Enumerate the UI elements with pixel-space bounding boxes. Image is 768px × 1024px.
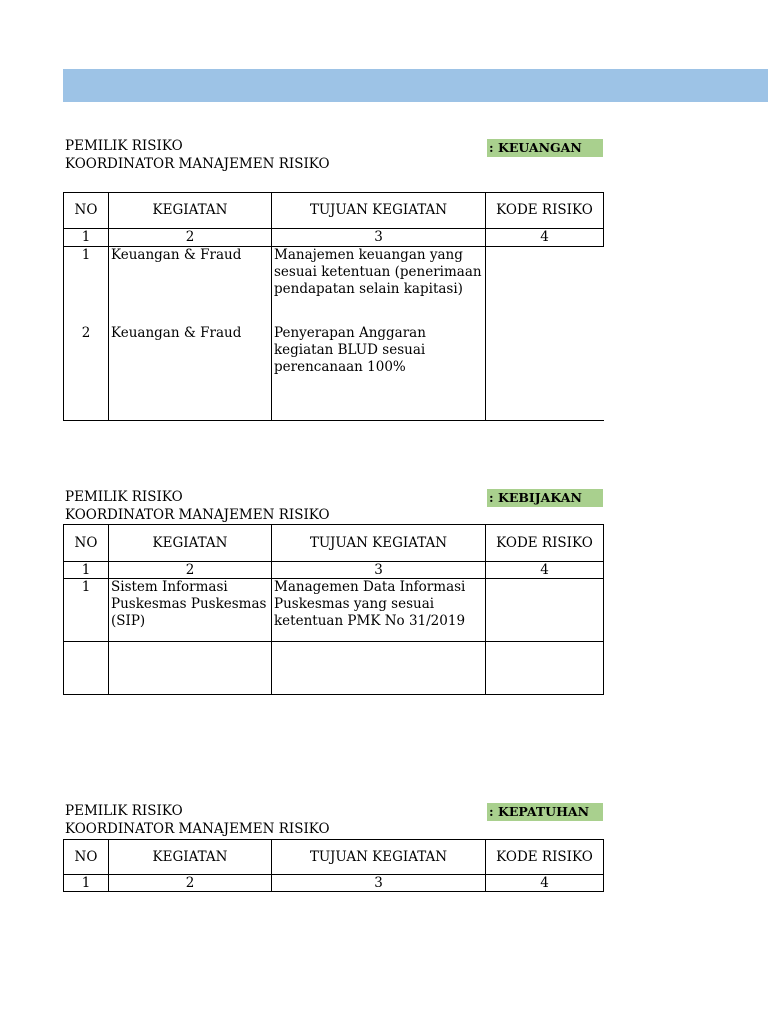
row-no (64, 247, 109, 421)
column-number-row (64, 229, 604, 247)
risk-table (63, 839, 604, 892)
row-tujuan: Managemen Data Informasi Puskesmas yang sesuai ketentuan PMK No 31/2019 (272, 579, 486, 642)
table-header-row (64, 193, 604, 229)
coordinator-label: KOORDINATOR MANAJEMEN RISIKO (65, 821, 330, 837)
row-kegiatan-1: Keuangan & Fraud (111, 247, 242, 263)
colnum-3: 3 (272, 229, 486, 247)
colnum-2: 2 (109, 875, 272, 892)
header-kegiatan: KEGIATAN (109, 525, 272, 562)
coordinator-label: KOORDINATOR MANAJEMEN RISIKO (65, 156, 330, 172)
column-number-row (64, 875, 604, 892)
header-kegiatan: KEGIATAN (109, 193, 272, 229)
column-number-row (64, 562, 604, 579)
owner-label: PEMILIK RISIKO (65, 489, 183, 505)
table-header-row (64, 840, 604, 875)
table-row (64, 247, 604, 421)
owner-label: PEMILIK RISIKO (65, 138, 183, 154)
row-tujuan (272, 247, 486, 421)
header-kode: KODE RISIKO (486, 525, 604, 562)
row-kegiatan: Sistem Informasi Puskesmas Puskesmas (SIP) (109, 579, 272, 642)
row-kegiatan-2: Keuangan & Fraud (111, 325, 242, 341)
header-tujuan: TUJUAN KEGIATAN (272, 193, 486, 229)
colnum-1: 1 (64, 229, 109, 247)
colnum-2: 2 (109, 229, 272, 247)
row-tujuan (272, 642, 486, 695)
row-no (64, 642, 109, 695)
row-no-2: 2 (81, 325, 91, 341)
table-row (64, 642, 604, 695)
header-tujuan: TUJUAN KEGIATAN (272, 525, 486, 562)
row-tujuan-1: Manajemen keuangan yang sesuai ketentuan (penerimaan pendapatan selain kapitasi) (274, 247, 482, 297)
row-kegiatan (109, 642, 272, 695)
row-no: 1 (64, 579, 109, 642)
colnum-2: 2 (109, 562, 272, 579)
table-header-row (64, 525, 604, 562)
header-no: NO (64, 193, 109, 229)
row-kode (486, 642, 604, 695)
owner-label: PEMILIK RISIKO (65, 803, 183, 819)
colnum-3: 3 (272, 875, 486, 892)
colnum-4: 4 (486, 562, 604, 579)
risk-table (63, 524, 604, 695)
table-row (64, 579, 604, 642)
header-tujuan: TUJUAN KEGIATAN (272, 840, 486, 875)
category-tag: : KEBIJAKAN (487, 489, 603, 507)
row-kode (486, 247, 604, 421)
header-kode: KODE RISIKO (486, 840, 604, 875)
header-no: NO (64, 840, 109, 875)
colnum-1: 1 (64, 875, 109, 892)
coordinator-label: KOORDINATOR MANAJEMEN RISIKO (65, 507, 330, 523)
row-tujuan-2: Penyerapan Anggaran kegiatan BLUD sesuai perencanaan 100% (274, 325, 426, 375)
risk-table (63, 192, 604, 421)
row-no-1: 1 (81, 247, 91, 263)
colnum-4: 4 (486, 875, 604, 892)
row-kegiatan (109, 247, 272, 421)
header-no: NO (64, 525, 109, 562)
header-kode: KODE RISIKO (486, 193, 604, 229)
category-tag: : KEPATUHAN (487, 803, 603, 821)
colnum-1: 1 (64, 562, 109, 579)
header-kegiatan: KEGIATAN (109, 840, 272, 875)
colnum-3: 3 (272, 562, 486, 579)
colnum-4: 4 (486, 229, 604, 247)
row-kode (486, 579, 604, 642)
category-tag: : KEUANGAN (487, 139, 603, 157)
header-banner (63, 69, 768, 102)
